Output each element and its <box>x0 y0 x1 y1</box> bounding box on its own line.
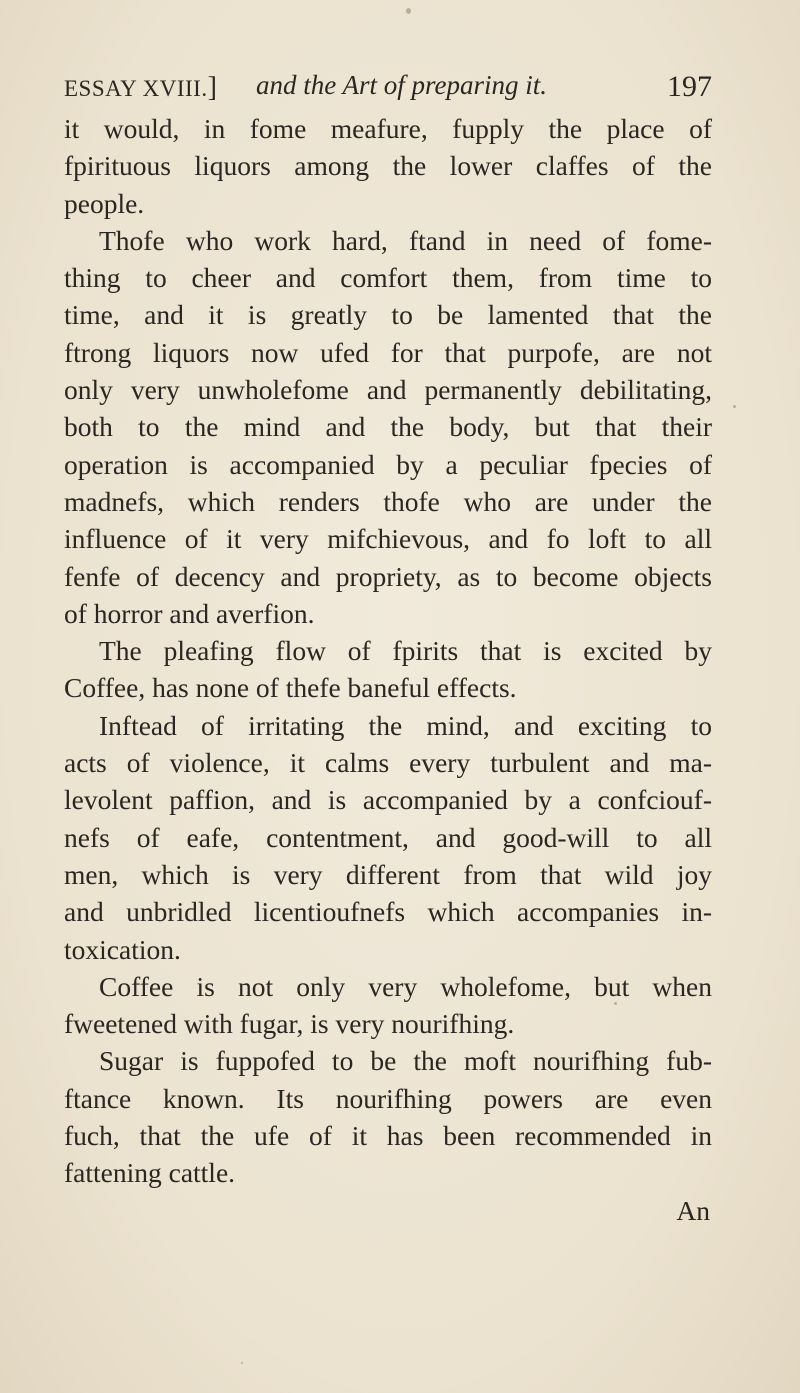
text-line: fpirituous liquors among the lower claffes of the <box>64 150 712 182</box>
text-line: ftance known. Its nourifhing powers are even <box>64 1082 712 1114</box>
text-line: people. <box>64 187 145 219</box>
text-line: ftrong liquors now ufed for that purpofe, are not <box>64 336 712 368</box>
text-line: toxication. <box>64 933 181 965</box>
text-line: madnefs, which renders thofe who are under the <box>64 485 712 517</box>
text-line: men, which is very different from that wild joy <box>64 858 712 890</box>
running-header <box>64 72 712 112</box>
paper-speck <box>241 1362 243 1364</box>
text-line: levolent paffion, and is accompanied by a confciouf- <box>64 784 712 816</box>
text-line: Coffee, has none of thefe baneful effects. <box>64 672 517 704</box>
text-line: Sugar is fuppofed to be the moft nourifhing fub- <box>99 1045 712 1077</box>
text-line: Thofe who work hard, ftand in need of fome- <box>99 224 712 256</box>
text-line: acts of violence, it calms every turbulent and ma- <box>64 747 712 779</box>
text-line: of horror and averfion. <box>64 597 315 629</box>
body-text <box>64 110 712 1229</box>
text-line: and unbridled licentioufnefs which accompanies in- <box>64 896 712 928</box>
text-line: Inftead of irritating the mind, and exciting to <box>99 709 712 741</box>
text-line: fenfe of decency and propriety, as to become objects <box>64 560 712 592</box>
text-line: The pleafing flow of fpirits that is excited by <box>99 635 712 667</box>
text-line: Coffee is not only very wholefome, but when <box>99 970 712 1002</box>
text-line: both to the mind and the body, but that their <box>64 411 712 443</box>
paper-speck <box>406 8 411 14</box>
text-line: fweetened with fugar, is very nourifhing. <box>64 1008 515 1040</box>
paper-speck <box>733 405 736 408</box>
text-line: only very unwholefome and permanently debilitating, <box>64 374 712 406</box>
page-number: 197 <box>667 70 712 103</box>
text-line: it would, in fome meafure, fupply the place of <box>64 113 712 144</box>
catchword: An <box>676 1194 710 1226</box>
text-line: thing to cheer and comfort them, from time to <box>64 262 712 294</box>
text-line: influence of it very mifchievous, and fo loft to all <box>64 523 712 555</box>
text-line: nefs of eafe, contentment, and good-will to all <box>64 821 712 853</box>
running-title: and the Art of preparing it. <box>256 70 548 100</box>
text-line: fattening cattle. <box>64 1157 236 1189</box>
paper-speck <box>614 1002 617 1005</box>
text-line: fuch, that the ufe of it has been recommended in <box>64 1120 712 1152</box>
essay-label: ESSAY XVIII.] <box>64 72 218 103</box>
text-line: time, and it is greatly to be lamented that the <box>64 299 712 331</box>
text-line: operation is accompanied by a peculiar fpecies of <box>64 448 712 480</box>
